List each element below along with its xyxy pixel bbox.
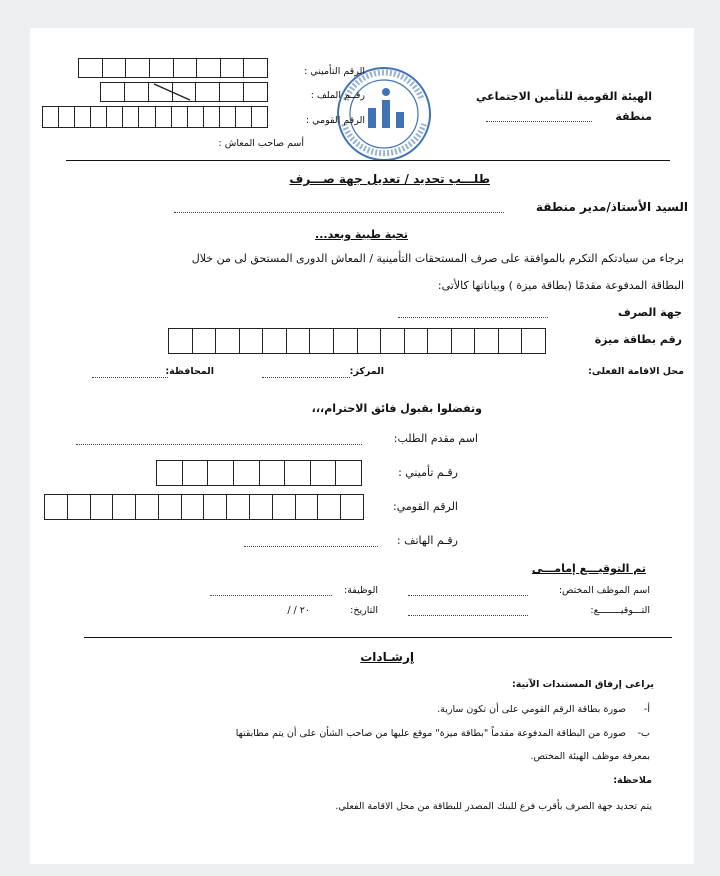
job-label: الوظيفة:: [344, 585, 378, 596]
date-label: التاريخ:: [350, 605, 378, 616]
applicant-insurance-boxes[interactable]: [156, 460, 362, 486]
date-slots[interactable]: / / ٢٠: [287, 605, 310, 616]
item-a-marker: أ-: [643, 704, 650, 715]
region-line: [486, 121, 592, 122]
employee-name-label: اسم الموظف المختص:: [558, 585, 650, 596]
item-a-text: صورة بطاقة الرقم القومي على أن تكون سارية.: [437, 704, 626, 715]
national-id-label: الرقم القومي :: [305, 115, 365, 126]
note-text: يتم تحديد جهة الصرف بأقرب فرع للبنك المصدر للبطاقة من محل الاقامة الفعلي.: [335, 801, 652, 812]
applicant-insurance-label: رقـم تأميني :: [398, 466, 458, 479]
payment-entity-label: جهة الصرف: [617, 306, 682, 319]
center-label: المركز:: [349, 366, 384, 377]
signature-label: التـــوقيــــــــع:: [590, 605, 650, 616]
job-line[interactable]: [210, 595, 332, 596]
body-line-1: برجاء من سيادتكم التكرم بالموافقة على صرف المستحقات التأمينية / المعاش الدورى المستحق لى من خلال: [191, 252, 684, 265]
instructions-heading: إرشـادات: [360, 650, 414, 664]
pensioner-name-label: أسم صاحب المعاش :: [218, 138, 304, 149]
governorate-line[interactable]: [92, 377, 168, 378]
applicant-phone-label: رقـم الهاتف :: [396, 534, 458, 547]
signature-divider: [84, 637, 672, 638]
applicant-name-label: اسم مقدم الطلب:: [393, 432, 478, 445]
employee-name-line[interactable]: [408, 595, 528, 596]
national-id-boxes[interactable]: [42, 106, 268, 128]
applicant-name-line[interactable]: [76, 444, 362, 445]
file-no-separator-icon: [150, 82, 194, 102]
signature-heading: تم التوقيـــع إمامـــى: [531, 562, 646, 575]
org-name: الهيئة القومية للتأمين الاجتماعي: [476, 90, 652, 103]
attach-heading: يراعى إرفاق المستندات الآتية:: [511, 679, 654, 690]
item-b-text: صورة من البطاقة المدفوعة مقدماً "بطاقة ميزة" موقع عليها من صاحب الشأن على أن يتم مطابقتها: [235, 728, 626, 739]
applicant-phone-line[interactable]: [244, 546, 378, 547]
item-b-continuation: بمعرفة موظف الهيئة المختص.: [530, 751, 650, 762]
note-heading: ملاحظة:: [613, 775, 652, 786]
closing: وتفضلوا بقبول فائق الاحترام،،،: [311, 402, 482, 415]
greeting: تحية طيبة وبعد...: [315, 228, 408, 241]
applicant-national-id-label: الرقم القومي:: [393, 500, 458, 513]
region-label: منطقة: [615, 110, 652, 123]
insurance-no-label: الرقم التأميني :: [304, 66, 365, 77]
item-b-marker: ب-: [637, 728, 650, 739]
payment-entity-line[interactable]: [398, 317, 548, 318]
residence-label: محل الاقامة الفعلى:: [588, 366, 684, 377]
applicant-national-id-boxes[interactable]: [44, 494, 364, 520]
signature-line[interactable]: [408, 615, 528, 616]
body-line-2: البطاقة المدفوعة مقدمًا (بطاقة ميزة ) وبياناتها كالأتى:: [437, 279, 684, 292]
governorate-label: المحافظة:: [165, 366, 214, 377]
addressee: السيد الأستاذ/مدير منطقة: [535, 200, 688, 214]
file-no-label: رقــم الملف :: [310, 90, 365, 101]
meeza-card-label: رقم بطاقة ميزة: [594, 333, 682, 346]
meeza-card-boxes[interactable]: [168, 328, 546, 354]
center-line[interactable]: [262, 377, 350, 378]
form-title: طلـــب تحديد / تعديل جهة صـــرف: [289, 172, 490, 186]
addressee-line[interactable]: [174, 212, 504, 213]
header-divider: [66, 160, 670, 161]
insurance-no-boxes[interactable]: [78, 58, 268, 78]
form-sheet: [30, 28, 694, 864]
